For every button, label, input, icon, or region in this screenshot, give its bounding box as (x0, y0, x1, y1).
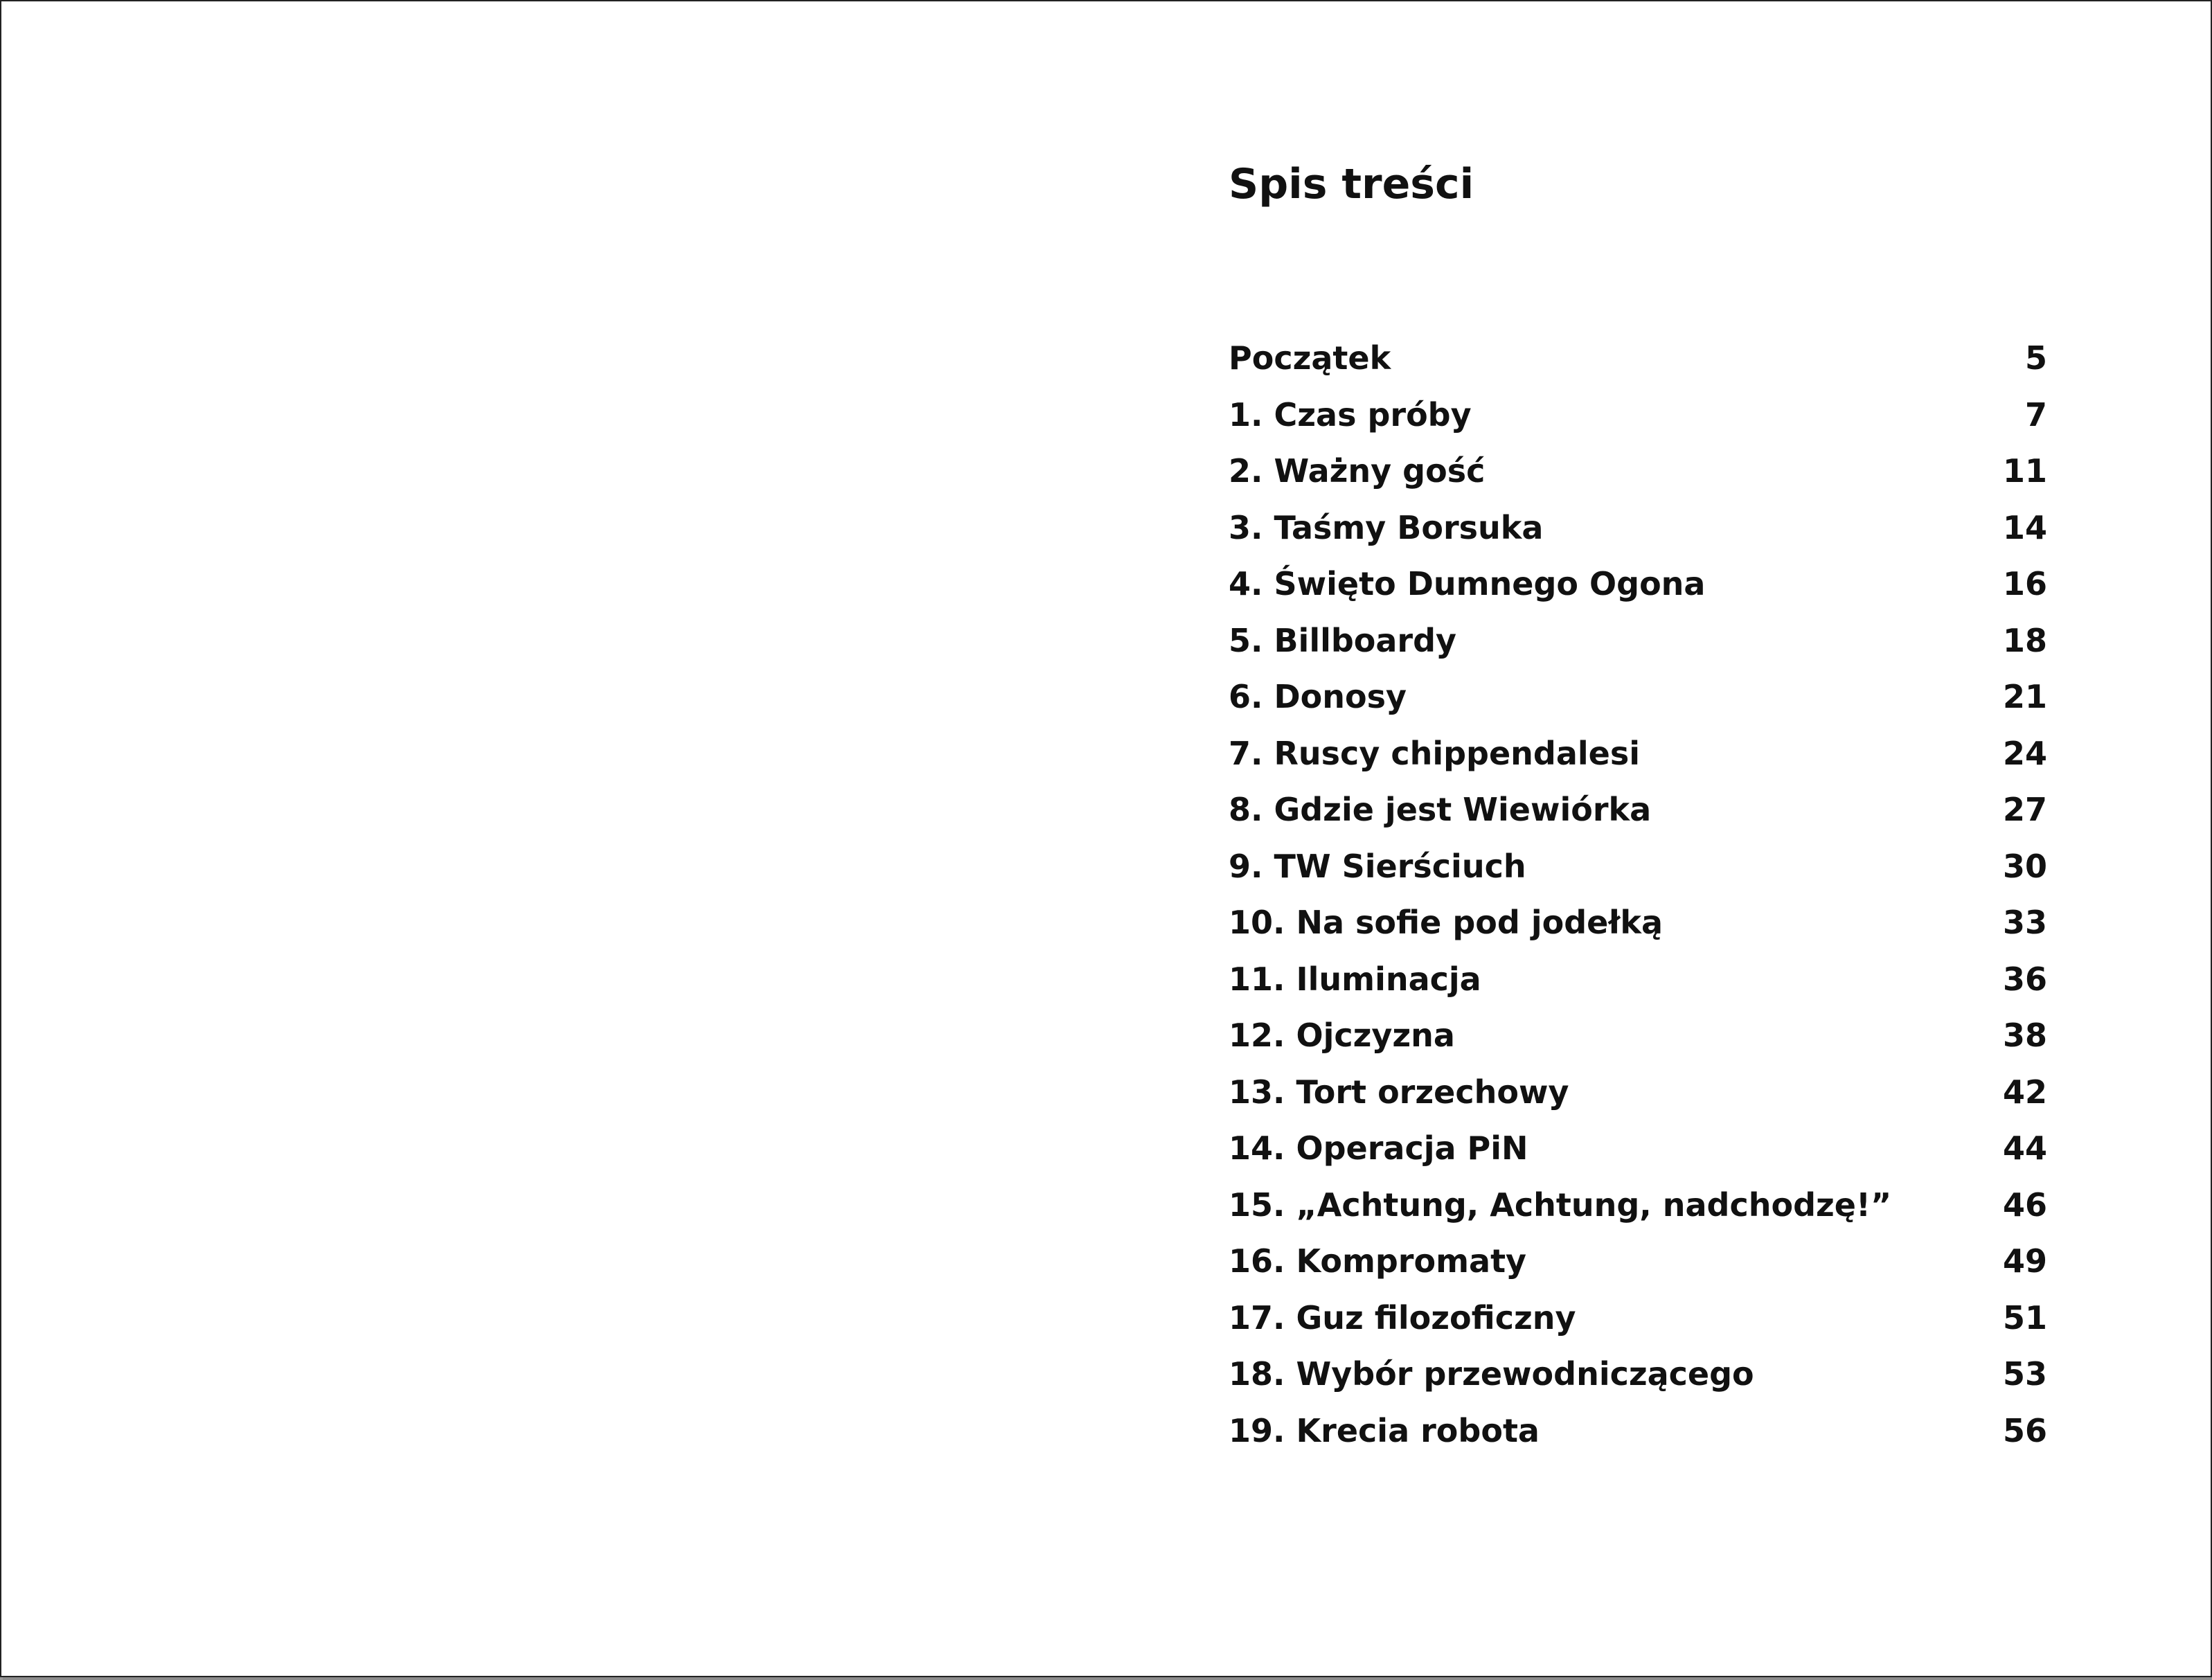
toc-entry (1229, 1064, 2047, 1121)
toc-entry-label: 19. Krecia robota (1229, 1411, 1540, 1449)
toc-entry (1229, 782, 2047, 839)
toc-entry-label: 2. Ważny gość (1229, 452, 1486, 490)
toc-entry-page: 21 (2002, 678, 2047, 715)
toc-entry (1229, 500, 2047, 557)
toc-entry-page: 51 (2002, 1298, 2047, 1337)
toc-entry (1229, 669, 2047, 726)
toc-entry-page: 16 (2002, 565, 2047, 602)
toc-entry (1229, 1120, 2047, 1177)
toc-entry (1229, 1177, 2047, 1234)
toc-entry-page: 33 (2002, 904, 2047, 941)
toc-entry-label: 6. Donosy (1229, 678, 1407, 715)
toc-entry (1229, 1346, 2047, 1403)
toc-entry-label: 12. Ojczyzna (1229, 1017, 1455, 1054)
toc-list (1229, 330, 2047, 1459)
toc-entry-label: 8. Gdzie jest Wiewiórka (1229, 791, 1652, 828)
toc-entry (1229, 951, 2047, 1008)
toc-entry-label: 14. Operacja PiN (1229, 1129, 1528, 1167)
toc-entry-page: 27 (2002, 791, 2047, 828)
toc-entry-label: 7. Ruscy chippendalesi (1229, 734, 1640, 772)
toc-entry-page: 14 (2002, 508, 2047, 546)
toc-entry (1229, 443, 2047, 500)
toc-entry-page: 56 (2002, 1411, 2047, 1449)
toc-entry-label: 16. Kompromaty (1229, 1242, 1527, 1280)
toc-entry (1229, 1233, 2047, 1290)
toc-entry (1229, 613, 2047, 670)
toc-entry-label: 10. Na sofie pod jodełką (1229, 904, 1664, 941)
toc-entry-page: 49 (2002, 1242, 2047, 1280)
toc-entry-page: 53 (2002, 1355, 2047, 1393)
toc-entry (1229, 1008, 2047, 1064)
toc-title: Spis treści (1229, 160, 1474, 208)
toc-entry-page: 11 (2002, 452, 2047, 490)
toc-entry (1229, 839, 2047, 895)
toc-entry-label: 17. Guz filozoficzny (1229, 1298, 1576, 1337)
toc-entry-page: 42 (2002, 1073, 2047, 1111)
toc-entry (1229, 895, 2047, 951)
toc-entry-page: 30 (2002, 847, 2047, 885)
toc-entry (1229, 726, 2047, 783)
toc-entry-label: 4. Święto Dumnego Ogona (1229, 565, 1706, 602)
toc-entry-label: 15. „Achtung, Achtung, nadchodzę!” (1229, 1186, 1892, 1224)
toc-entry-label: 5. Billboardy (1229, 621, 1457, 659)
toc-entry-label: 11. Iluminacja (1229, 960, 1481, 998)
toc-entry-label: 3. Taśmy Borsuka (1229, 508, 1544, 546)
toc-entry (1229, 1290, 2047, 1347)
toc-entry-page: 44 (2002, 1129, 2047, 1167)
toc-entry-page: 36 (2002, 960, 2047, 998)
toc-entry (1229, 387, 2047, 444)
toc-entry-label: 9. TW Sierściuch (1229, 847, 1526, 885)
toc-entry-page: 46 (2002, 1186, 2047, 1224)
toc-entry (1229, 1403, 2047, 1460)
toc-entry-page: 5 (2024, 339, 2047, 377)
toc-entry (1229, 556, 2047, 613)
toc-entry-label: 13. Tort orzechowy (1229, 1073, 1569, 1111)
toc-entry-label: 18. Wybór przewodniczącego (1229, 1355, 1754, 1393)
toc-entry-page: 18 (2002, 621, 2047, 659)
toc-entry-page: 38 (2002, 1017, 2047, 1054)
toc-entry-label: 1. Czas próby (1229, 395, 1472, 434)
toc-entry-page: 7 (2024, 395, 2047, 434)
toc-entry (1229, 330, 2047, 387)
toc-entry-page: 24 (2002, 734, 2047, 772)
toc-entry-label: Początek (1229, 339, 1391, 377)
